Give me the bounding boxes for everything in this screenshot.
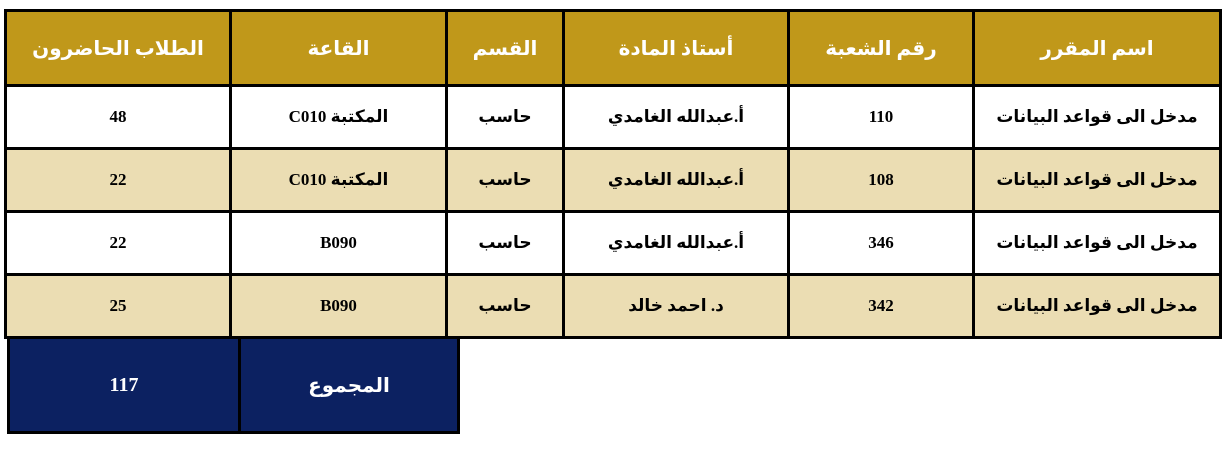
cell-room: B090	[231, 212, 447, 275]
cell-room: B090	[231, 275, 447, 338]
cell-room: المكتبة C010	[231, 149, 447, 212]
cell-course-name: مدخل الى قواعد البيانات	[974, 212, 1221, 275]
cell-attendees: 22	[6, 149, 231, 212]
cell-attendees: 22	[6, 212, 231, 275]
table-row	[6, 275, 1221, 338]
cell-section-number: 342	[789, 275, 974, 338]
col-header-section-number: رقم الشعبة	[789, 11, 974, 86]
summary-total: 117	[9, 338, 240, 433]
table-row	[6, 212, 1221, 275]
header-row	[6, 11, 1221, 86]
cell-instructor: د. احمد خالد	[564, 275, 789, 338]
cell-course-name: مدخل الى قواعد البيانات	[974, 149, 1221, 212]
summary-row	[9, 338, 459, 433]
col-header-attendees: الطلاب الحاضرون	[6, 11, 231, 86]
cell-instructor: أ.عبدالله الغامدي	[564, 212, 789, 275]
cell-section-number: 108	[789, 149, 974, 212]
cell-instructor: أ.عبدالله الغامدي	[564, 86, 789, 149]
cell-department: حاسب	[447, 212, 564, 275]
cell-section-number: 110	[789, 86, 974, 149]
summary-label: المجموع	[240, 338, 459, 433]
cell-attendees: 48	[6, 86, 231, 149]
col-header-room: القاعة	[231, 11, 447, 86]
table-row	[6, 86, 1221, 149]
cell-department: حاسب	[447, 275, 564, 338]
cell-department: حاسب	[447, 149, 564, 212]
col-header-department: القسم	[447, 11, 564, 86]
total-summary-table	[7, 336, 460, 434]
cell-section-number: 346	[789, 212, 974, 275]
table-row	[6, 149, 1221, 212]
col-header-course-name: اسم المقرر	[974, 11, 1221, 86]
document-page	[7, 0, 1222, 434]
cell-department: حاسب	[447, 86, 564, 149]
cell-attendees: 25	[6, 275, 231, 338]
col-header-instructor: أستاذ المادة	[564, 11, 789, 86]
cell-course-name: مدخل الى قواعد البيانات	[974, 86, 1221, 149]
course-attendance-table	[4, 9, 1222, 339]
cell-instructor: أ.عبدالله الغامدي	[564, 149, 789, 212]
cell-course-name: مدخل الى قواعد البيانات	[974, 275, 1221, 338]
cell-room: المكتبة C010	[231, 86, 447, 149]
